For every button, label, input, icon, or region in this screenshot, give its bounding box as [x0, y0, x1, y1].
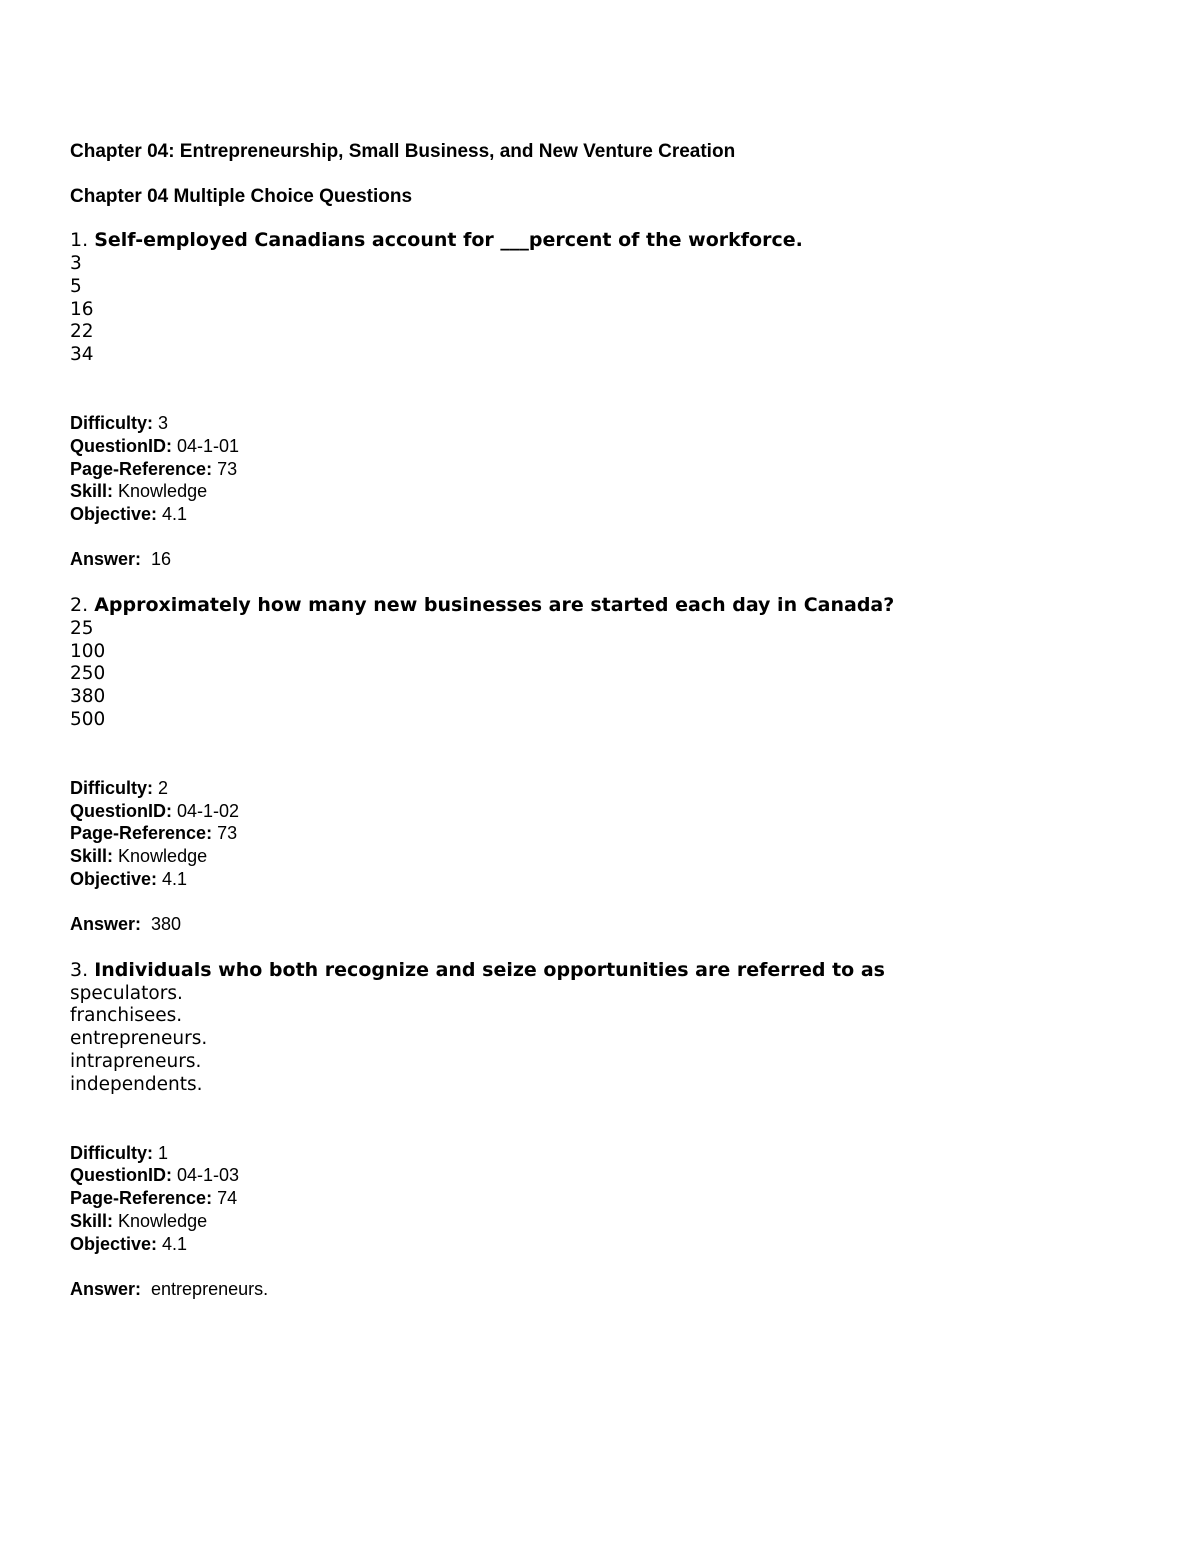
objective-row	[70, 503, 1150, 526]
page-reference-label: Page-Reference:	[70, 823, 213, 844]
question-metadata	[70, 412, 1150, 526]
question-id-row	[70, 800, 1150, 823]
choice-item: 500	[70, 708, 106, 730]
difficulty-value: 3	[158, 412, 169, 433]
skill-value: Knowledge	[118, 481, 208, 502]
skill-label: Skill:	[70, 846, 114, 867]
choice-item: 16	[70, 298, 94, 320]
question-stem	[70, 593, 1150, 618]
choice-item: 34	[70, 344, 94, 366]
difficulty-row	[70, 777, 1150, 800]
page-reference-row	[70, 458, 1150, 481]
skill-row	[70, 845, 1150, 868]
question-stem	[70, 228, 1150, 253]
difficulty-label: Difficulty:	[70, 1142, 153, 1163]
answer-row	[70, 548, 1150, 571]
objective-value: 4.1	[162, 504, 188, 525]
chapter-title: Chapter 04: Entrepreneurship, Small Business, and New Venture Creation	[70, 141, 736, 162]
page-reference-value: 74	[217, 1188, 238, 1209]
page-reference-value: 73	[217, 458, 238, 479]
answer-row	[70, 1278, 1150, 1301]
difficulty-value: 2	[158, 777, 169, 798]
objective-value: 4.1	[162, 868, 188, 889]
answer-value: entrepreneurs.	[151, 1278, 269, 1299]
section-title: Chapter 04 Multiple Choice Questions	[70, 186, 413, 207]
page-reference-row	[70, 822, 1150, 845]
answer-label: Answer:	[70, 1278, 142, 1299]
choice-item: franchisees.	[70, 1005, 183, 1027]
question-text: Self-employed Canadians account for ___percent of the workforce.	[94, 229, 803, 251]
question-id-label: QuestionID:	[70, 435, 172, 456]
choice-item: 380	[70, 686, 106, 708]
choice-item: independents.	[70, 1073, 203, 1095]
question-id-value: 04-1-03	[177, 1165, 240, 1186]
skill-row	[70, 480, 1150, 503]
question-metadata	[70, 777, 1150, 891]
difficulty-value: 1	[158, 1142, 169, 1163]
choice-item: 22	[70, 321, 94, 343]
objective-value: 4.1	[162, 1233, 188, 1254]
question-stem	[70, 958, 1150, 983]
question-number: 1.	[70, 229, 89, 251]
choice-item: entrepreneurs.	[70, 1028, 208, 1050]
objective-label: Objective:	[70, 1233, 158, 1254]
question-id-value: 04-1-02	[177, 800, 240, 821]
objective-row	[70, 868, 1150, 891]
choice-list	[70, 253, 1150, 367]
skill-label: Skill:	[70, 481, 114, 502]
difficulty-row	[70, 1142, 1150, 1165]
answer-row	[70, 913, 1150, 936]
choice-item: 100	[70, 640, 106, 662]
skill-value: Knowledge	[118, 846, 208, 867]
question-number: 2.	[70, 593, 89, 616]
question-id-row	[70, 435, 1150, 458]
question-text: Approximately how many new businesses are started each day in Canada?	[94, 593, 895, 616]
objective-label: Objective:	[70, 868, 158, 889]
objective-label: Objective:	[70, 504, 158, 525]
skill-label: Skill:	[70, 1210, 114, 1231]
answer-label: Answer:	[70, 548, 142, 569]
question-text: Individuals who both recognize and seize opportunities are referred to as	[94, 958, 885, 981]
choice-item: 250	[70, 663, 106, 685]
choice-list	[70, 983, 1150, 1097]
question-1	[70, 228, 1150, 571]
document-page	[70, 140, 1150, 1322]
answer-value: 380	[151, 913, 182, 934]
choice-item: speculators.	[70, 982, 183, 1004]
page-reference-label: Page-Reference:	[70, 1188, 213, 1209]
choice-item: 25	[70, 617, 94, 639]
question-id-row	[70, 1164, 1150, 1187]
answer-value: 16	[151, 548, 172, 569]
difficulty-label: Difficulty:	[70, 777, 153, 798]
difficulty-row	[70, 412, 1150, 435]
difficulty-label: Difficulty:	[70, 412, 153, 433]
page-reference-label: Page-Reference:	[70, 458, 213, 479]
question-2	[70, 593, 1150, 936]
page-reference-value: 73	[217, 823, 238, 844]
skill-row	[70, 1210, 1150, 1233]
question-id-label: QuestionID:	[70, 1165, 172, 1186]
question-id-label: QuestionID:	[70, 800, 172, 821]
choice-item: 5	[70, 275, 82, 297]
question-id-value: 04-1-01	[177, 435, 240, 456]
page-reference-row	[70, 1187, 1150, 1210]
question-number: 3.	[70, 958, 89, 981]
choice-item: 3	[70, 253, 82, 274]
skill-value: Knowledge	[118, 1210, 208, 1231]
choice-item: intrapreneurs.	[70, 1050, 202, 1072]
choice-list	[70, 618, 1150, 732]
objective-row	[70, 1233, 1150, 1256]
question-metadata	[70, 1142, 1150, 1256]
answer-label: Answer:	[70, 913, 142, 934]
question-3	[70, 958, 1150, 1301]
